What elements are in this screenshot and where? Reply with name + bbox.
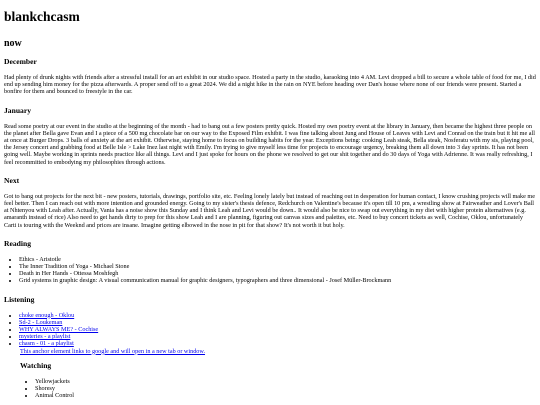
listening-item (19, 326, 536, 333)
listening-link[interactable]: WHY ALWAYS ME? - Cochise (19, 326, 99, 334)
january-heading: January (4, 105, 32, 115)
watching-item: • Shoresy (35, 385, 536, 392)
december-heading: December (4, 57, 37, 66)
listening-heading: Listening (4, 294, 35, 304)
reading-item: • The Inner Tradition of Yoga - Michael Stone (19, 263, 536, 270)
reading-item: • Death in Her Hands - Ottessa Moshfegh (19, 270, 536, 277)
reading-item: • Ethics - Aristotle (19, 256, 536, 263)
site-title: blankchcasm (4, 9, 80, 24)
anchor-note (20, 348, 536, 355)
next-text: Got to bang out projects for the next bit - new posters, tutorials, drawings, portfolio site, etc. Feeling lonely lately but instead of reaching out in desperation for human contact, I know crushing projects will make me feel better. Then I can reach out with more intention and grounded energy. Going to my sister's thesis defence, Redchurch on Valentine's because it's open till 10 pm, a wrestling show at Fairweather and Lover's Ball at Nhtenyou with Leah after. Actually, Vania has a noise show this Sunday and I think Leah and Levi would be down.. It would also be nice to swap out everything in my diet with higher protein alternatives (e.g. amaranth instead of rice) Also need to get hands dirty to prep for this show Leah and I are planning, figuring out canvas sizes and palettes, etc. Need to buy concert tickets as well, Cochise, Oklou, unfortunately Carti is touring with the Weeknd and prices are insane. Imagine getting elbowed in the nose in pit for that show? It's not worth it but holy. (4, 192, 535, 229)
listening-link[interactable]: choke enough - Oklou (19, 311, 75, 319)
listening-item (19, 340, 536, 347)
reading-item: • Grid systems in graphic design: A visual communication manual for graphic designers, typographers and three dimensional - Josef Müller-Brockmann (19, 277, 536, 284)
reading-heading: Reading (4, 238, 32, 248)
listening-link[interactable]: mysteries - a playlist (19, 333, 71, 341)
listening-item (19, 312, 536, 319)
now-heading: now (4, 38, 22, 49)
watching-heading: Watching (20, 360, 52, 370)
listening-link[interactable]: chasm - 01 - a playlist (19, 340, 74, 348)
january-text: Read some poetry at our event in the studio at the beginning of the month - had to bang out a few posters pretty quick. Hosted my own poetry event at the library in January, then became the highest three people on the planet after Bella gave Evan and I a piece of a 500 mg chocolate bar on our way to the Exposed Film exhibit. I was fine talking about Jung and House of Leaves with Levi and Conrad on the train but it hit me all at once at Burger Drops. 3 balls of anxiety at the art exhibit. Otherwise, staying home to focus on building habits for the year. Exceptions being: cooking Leah steak, Bella steak, Nosferatu with my sis, playing pool, the Jersey concert and grabbing food at Belle Isle > Lake Inez last night with Emily. I'm trying to give myself less time for projects to encourage urgency, breaking them all down into 3 day sprints. It has not been going well. Maybe working in sprints needs practice like all things. Levi and I just spoke for hours on the phone we resolved to get our shit together and do 30 days of Yoga with Adrienne. It was really refreshing, I feel recommitted to embodying my philosophies through actions. (4, 122, 535, 166)
listening-link[interactable]: Sd-2 - Loukeman (19, 318, 63, 326)
listening-item (19, 333, 536, 340)
december-text: Had plenty of drunk nights with friends after a stressful install for an art exhibit in our studio space. Hosted a party in the studio, karaoking into 4 AM. Levi dropped a bill to secure a whole table of food for me, I did end up sending him money for the pizza afterwards. A proper send off to a great 2024. We did a night hike in the rain on NYE before heading over Dan's house where none of our friends were present. Started a bonfire for them and bounced to freestyle in the car. (4, 74, 536, 96)
listening-item (19, 319, 536, 326)
watching-item: • Yellowjackets (35, 378, 536, 385)
listening-list (4, 312, 536, 348)
watching-item: • Animal Control (35, 392, 536, 399)
next-heading: Next (4, 175, 20, 185)
reading-list (4, 256, 536, 285)
anchor-note-text[interactable]: This anchor element links to google and will open in a new tab or window. (20, 347, 206, 355)
watching-list (20, 378, 536, 400)
